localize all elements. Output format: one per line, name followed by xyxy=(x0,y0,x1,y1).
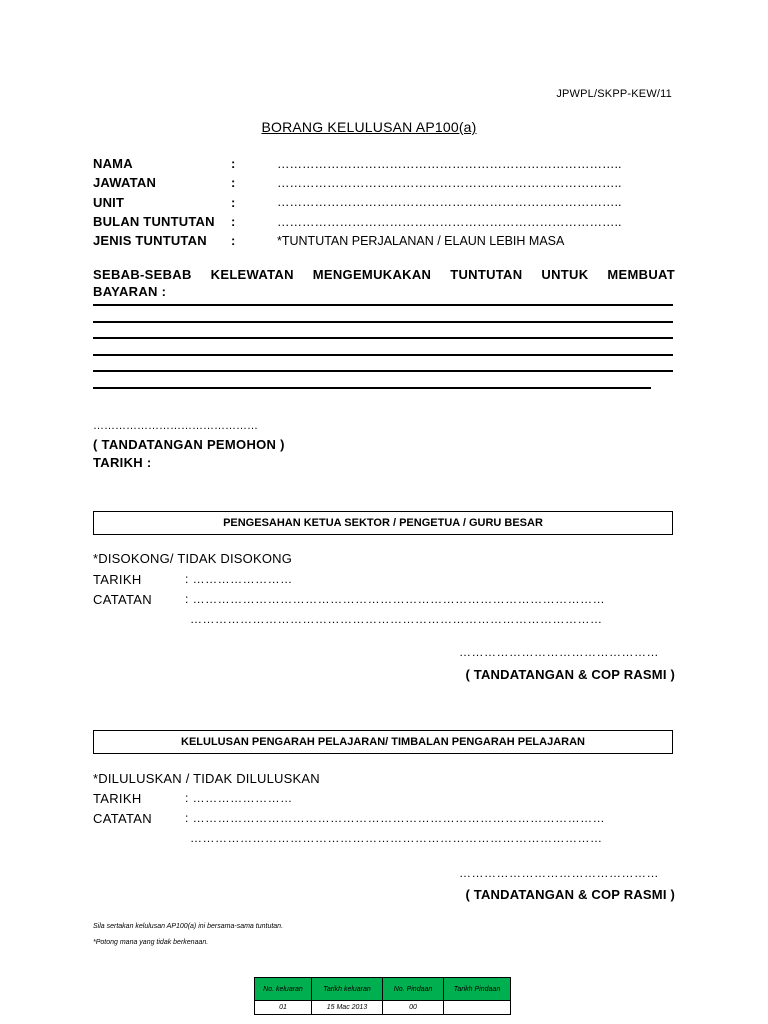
table-cell: 01 xyxy=(255,1001,312,1015)
answer-line xyxy=(93,321,673,323)
field-label: NAMA xyxy=(93,156,133,172)
section1-signature-line[interactable]: ………………………………………… xyxy=(459,645,659,659)
field-value[interactable]: *TUNTUTAN PERJALANAN / ELAUN LEBIH MASA xyxy=(277,233,565,248)
version-table-row xyxy=(255,1001,511,1015)
field-unit xyxy=(93,193,683,212)
field-value[interactable]: ……………………………………………………………………….. xyxy=(277,156,622,171)
reason-answer-lines[interactable] xyxy=(93,304,673,403)
section-header-text: PENGESAHAN KETUA SEKTOR / PENGETUA / GURU BESAR xyxy=(223,517,543,529)
field-colon: : xyxy=(231,233,236,249)
answer-line xyxy=(93,337,673,339)
note-value[interactable]: : ……………………………………………………………………………………… xyxy=(185,592,606,606)
version-table xyxy=(254,977,511,1015)
field-nama xyxy=(93,154,683,173)
table-cell: 00 xyxy=(383,1001,444,1015)
applicant-signature-line[interactable]: ……………………………………… xyxy=(93,420,258,432)
field-value[interactable]: ……………………………………………………………………….. xyxy=(277,195,622,210)
applicant-date-label: TARIKH : xyxy=(93,455,152,470)
header-cell: No. Pindaan xyxy=(383,978,444,1001)
note-value[interactable]: : ……………………………………………………………………………………… xyxy=(185,811,606,825)
section1-date-row xyxy=(93,572,293,587)
note-label: CATATAN xyxy=(93,811,152,826)
field-colon: : xyxy=(231,156,236,172)
version-table-header xyxy=(255,978,511,1001)
field-label: JENIS TUNTUTAN xyxy=(93,233,207,249)
section-header-pengesahan xyxy=(93,511,673,535)
field-colon: : xyxy=(231,175,236,191)
field-label: UNIT xyxy=(93,194,125,210)
field-label: BULAN TUNTUTAN xyxy=(93,214,215,230)
footnote-attach: Sila sertakan kelulusan AP100(a) ini bersama-sama tuntutan. xyxy=(93,923,284,930)
note-label: CATATAN xyxy=(93,592,152,607)
applicant-signature-label: ( TANDATANGAN PEMOHON ) xyxy=(93,437,285,452)
answer-line xyxy=(93,304,673,306)
header-cell: Tarikh Pindaan xyxy=(444,978,511,1001)
delay-reason-heading: SEBAB-SEBAB KELEWATAN MENGEMUKAKAN TUNTUTAN UNTUK MEMBUAT xyxy=(93,267,675,282)
section1-note-cont[interactable]: ……………………………………………………………………………………… xyxy=(190,612,603,626)
field-jenis-tuntutan xyxy=(93,231,683,250)
applicant-fields xyxy=(93,154,683,250)
field-bulan-tuntutan xyxy=(93,212,683,231)
section1-signature-label: ( TANDATANGAN & COP RASMI ) xyxy=(465,667,675,682)
section-header-kelulusan xyxy=(93,730,673,754)
date-label: TARIKH xyxy=(93,572,142,587)
section2-signature-line[interactable]: ………………………………………… xyxy=(459,866,659,880)
header-cell: No. keluaran xyxy=(255,978,312,1001)
field-value[interactable]: ……………………………………………………………………….. xyxy=(277,214,622,229)
footnote-strike: *Potong mana yang tidak berkenaan. xyxy=(93,939,209,946)
header-cell: Tarikh keluaran xyxy=(312,978,383,1001)
answer-line xyxy=(93,354,673,356)
date-value[interactable]: : …………………… xyxy=(185,791,293,805)
section2-note-cont[interactable]: ……………………………………………………………………………………… xyxy=(190,831,603,845)
field-value[interactable]: ……………………………………………………………………….. xyxy=(277,175,622,190)
section2-note-row xyxy=(93,811,605,826)
section2-signature-label: ( TANDATANGAN & COP RASMI ) xyxy=(465,887,675,902)
section2-date-row xyxy=(93,791,293,806)
approval-decision: *DILULUSKAN / TIDAK DILULUSKAN xyxy=(93,771,320,786)
field-colon: : xyxy=(231,194,236,210)
document-reference: JPWPL/SKPP-KEW/11 xyxy=(556,88,672,100)
section1-note-row xyxy=(93,592,605,607)
table-cell: 15 Mac 2013 xyxy=(312,1001,383,1015)
field-label: JAWATAN xyxy=(93,175,157,191)
support-decision: *DISOKONG/ TIDAK DISOKONG xyxy=(93,551,293,566)
section-header-text: KELULUSAN PENGARAH PELAJARAN/ TIMBALAN PENGARAH PELAJARAN xyxy=(181,736,585,748)
delay-reason-heading-cont: BAYARAN : xyxy=(93,284,167,299)
table-cell xyxy=(444,1001,511,1015)
form-title: BORANG KELULUSAN AP100(a) xyxy=(261,119,477,135)
field-jawatan xyxy=(93,173,683,192)
date-value[interactable]: : …………………… xyxy=(185,572,293,586)
answer-line xyxy=(93,387,651,389)
answer-line xyxy=(93,370,673,372)
field-colon: : xyxy=(231,214,236,230)
date-label: TARIKH xyxy=(93,791,142,806)
